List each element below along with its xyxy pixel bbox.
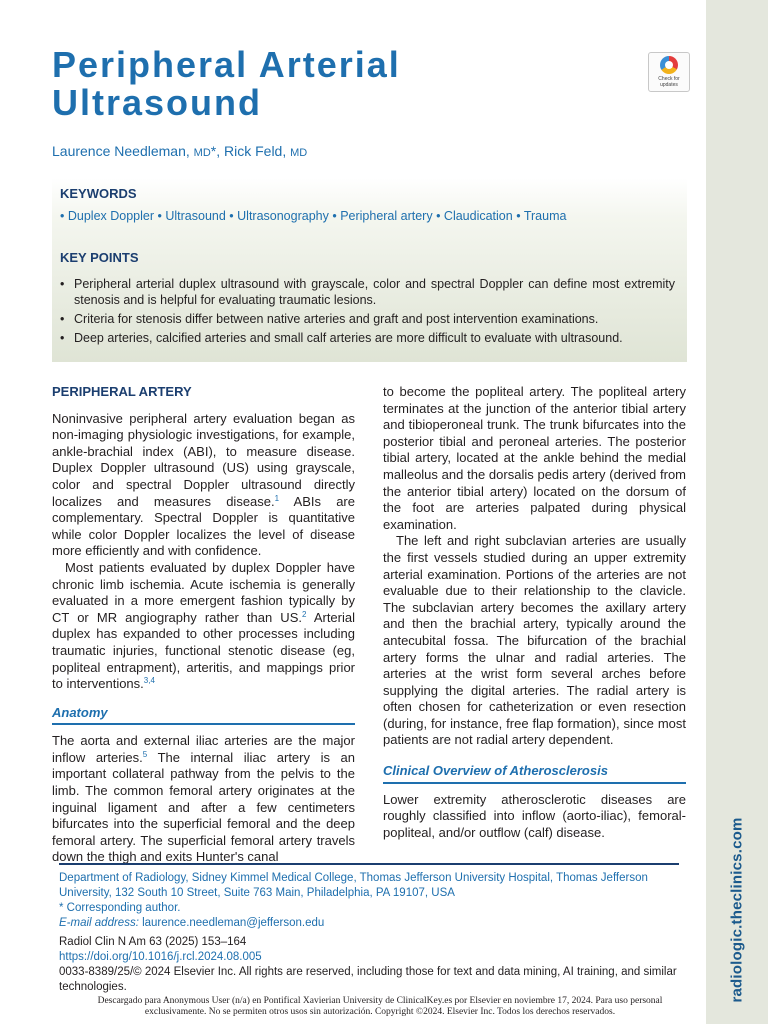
- keyword-item[interactable]: Ultrasonography: [237, 209, 329, 223]
- body-column-right: [383, 384, 686, 841]
- email-label: E-mail address:: [59, 917, 139, 929]
- author-2-degree: MD: [290, 147, 308, 159]
- keywords-heading: KEYWORDS: [60, 186, 137, 201]
- section-heading-peripheral-artery: PERIPHERAL ARTERY: [52, 384, 192, 399]
- affiliation-footnote: [59, 863, 679, 931]
- journal-url[interactable]: radiologic.theclinics.com: [728, 817, 746, 1003]
- keyword-item[interactable]: Peripheral artery: [340, 209, 433, 223]
- keyword-item[interactable]: Claudication: [443, 209, 513, 223]
- keyword-item[interactable]: Duplex Doppler: [67, 209, 155, 223]
- author-1: Laurence Needleman,: [52, 143, 194, 159]
- body-paragraph: The aorta and external iliac arteries are the major inflow arteries.$^5$ The internal iliac artery is an important collateral pathway from the pelvis to the limb. The common femoral artery originates at the inguinal ligament and after a few centimeters bifurcates into the superficial femoral and the deep femoral artery. The superficial femoral artery travels down the thigh and exits Hunter's canal: [52, 733, 355, 865]
- copyright-line: 0033-8389/25/© 2024 Elsevier Inc. All rights are reserved, including those for text and data mining, AI training, and similar technologies.: [59, 966, 677, 993]
- key-point-item: • Deep arteries, calcified arteries and small calf arteries are more difficult to evaluate with ultrasound.: [60, 330, 675, 346]
- body-paragraph: Lower extremity atherosclerotic diseases are roughly classified into inflow (aorto-iliac), femoral-popliteal, and/or outflow (calf) disease.: [383, 791, 686, 840]
- email-link[interactable]: laurence.needleman@jefferson.edu: [138, 917, 325, 929]
- key-point-item: • Criteria for stenosis differ between native arteries and graft and post intervention examinations.: [60, 311, 675, 327]
- title-line-1: Peripheral Arterial: [52, 44, 401, 85]
- reference-link[interactable]: 5: [142, 749, 148, 759]
- body-paragraph: The left and right subclavian arteries are usually the first vessels studied during an upper extremity arterial examination. Portions of the arteries are not evaluable due to their relationship to the clavicle. The subclavian artery becomes the axillary artery and then the brachial artery, typically around the antecubital fossa. The bifurcation of the brachial artery forms the ulnar and radial arteries. The arteries at the wrist form several arches before supplying the digital arteries. The radial artery is often chosen for catheterization or even resection (during, for instance, free flap formation), since most patients are not radial artery dependent.: [383, 533, 686, 748]
- body-paragraph-continued: to become the popliteal artery. The popliteal artery terminates at the junction of the anterior tibial artery and tibioperoneal trunk. The trunk bifurcates into the posterior tibial and peroneal arteries. The posterior tibial artery, located at the ankle behind the medial malleolus and the dorsalis pedis artery (derived from the anterior tibial artery) located on the dorsum of the foot are arteries palpated during physical examination.: [383, 384, 686, 532]
- keyword-item[interactable]: Trauma: [523, 209, 567, 223]
- title-line-2: Ultrasound: [52, 82, 263, 123]
- corresponding-author-note: * Corresponding author.: [59, 902, 181, 914]
- journal-citation: Radiol Clin N Am 63 (2025) 153–164: [59, 936, 247, 948]
- affiliation-text: Department of Radiology, Sidney Kimmel Medical College, Thomas Jefferson University Hospital, Thomas Jefferson University, 132 South 10 Street, Suite 763 Main, Philadelphia, PA 19107, USA: [59, 872, 648, 899]
- badge-label: Check for updates: [658, 76, 680, 88]
- citation-block: [59, 935, 684, 995]
- author-2: Rick Feld,: [224, 143, 291, 159]
- key-point-item: • Peripheral arterial duplex ultrasound with grayscale, color and spectral Doppler can define most extremity stenosis and is helpful for evaluating traumatic lesions.: [60, 276, 675, 308]
- subsection-heading-clinical-overview: Clinical Overview of Atherosclerosis: [383, 763, 686, 784]
- keywords-keypoints-box: [52, 178, 687, 362]
- download-notice: Descargado para Anonymous User (n/a) en Pontifical Xavierian University de ClinicalKey.es por Elsevier en noviembre 17, 2024. Para uso personal exclusivamente. No se permiten otros usos sin autorización. Copyright ©2024. Elsevier Inc. Todos los derechos reservados.: [97, 996, 663, 1017]
- body-paragraph: Noninvasive peripheral artery evaluation began as non-imaging physiologic investigations, for example, ankle-brachial index (ABI), to measure disease. Duplex Doppler ultrasound (US) using grayscale, color and spectral Doppler ultrasound directly localizes and measures disease.$^1$ ABIs are complementary. Spectral Doppler is quantitative while color Doppler localizes the level of disease more efficiently and with confidence.: [52, 410, 355, 559]
- doi-link[interactable]: https://doi.org/10.1016/j.rcl.2024.08.005: [59, 951, 262, 963]
- article-title: [52, 46, 401, 122]
- author-1-degree: MD: [193, 147, 211, 159]
- corresponding-mark: *: [210, 143, 217, 159]
- reference-link[interactable]: 1: [274, 493, 280, 503]
- key-points-heading: KEY POINTS: [60, 250, 139, 265]
- author-list: Laurence Needleman, MD*, Rick Feld, MD: [52, 143, 308, 159]
- keyword-item[interactable]: Ultrasound: [165, 209, 226, 223]
- body-column-left: [52, 384, 355, 866]
- reference-link[interactable]: 3,4: [143, 676, 155, 686]
- reference-link[interactable]: 2: [301, 609, 307, 619]
- check-for-updates-icon: [660, 56, 678, 74]
- subsection-heading-anatomy: Anatomy: [52, 705, 355, 726]
- key-points-list: [60, 276, 675, 349]
- body-paragraph: Most patients evaluated by duplex Doppler have chronic limb ischemia. Acute ischemia is generally evaluated in a more emergent fashion typically by CT or MR angiography rather than US.$^2$ Arterial duplex has expanded to other processes including traumatic injuries, functional stenotic disease (eg, popliteal entrapment), arteritis, and mappings prior to interventions.$^{3,4}$: [52, 559, 356, 692]
- check-for-updates-badge[interactable]: [648, 52, 690, 92]
- keywords-list: • Duplex Doppler • Ultrasound • Ultrasonography • Peripheral artery • Claudication • Trauma: [60, 209, 567, 223]
- email-line: [59, 916, 679, 931]
